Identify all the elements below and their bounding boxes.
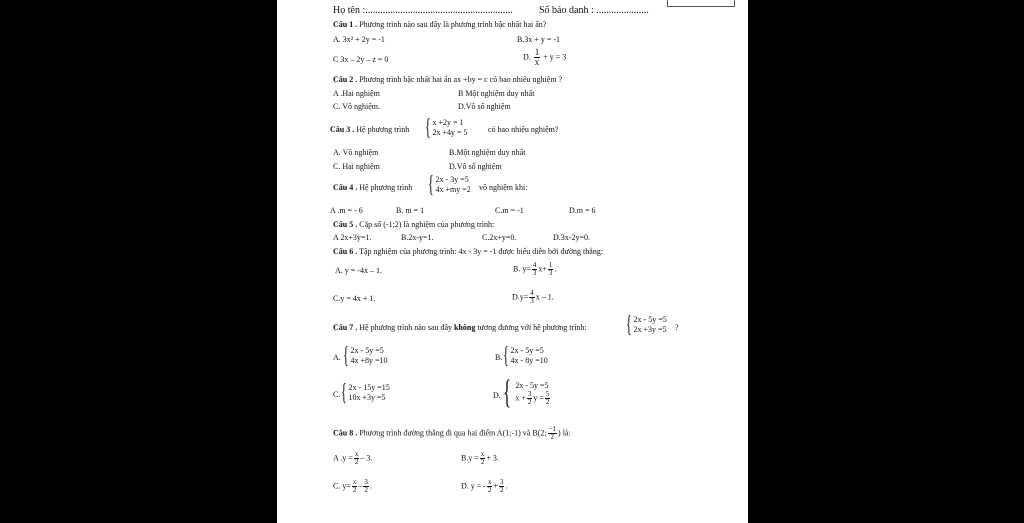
q6-b-n2: 1 xyxy=(548,261,553,269)
brace-icon: { xyxy=(343,343,349,369)
q1-d-prefix: D. xyxy=(523,52,531,62)
question-3 xyxy=(330,125,409,135)
question-4 xyxy=(333,183,412,193)
q8-d-prefix: D. y = - xyxy=(461,481,486,491)
q5-option-c: C.2x+y=0. xyxy=(482,233,517,242)
q8-c-prefix: C. y= xyxy=(333,481,351,491)
q6-b-d1: 3 xyxy=(532,269,537,277)
q8-b-num: −1 xyxy=(548,425,557,433)
question-7 xyxy=(333,323,587,333)
q8-c-mid: – xyxy=(358,481,363,491)
question-3-text: Hệ phương trình xyxy=(354,125,410,134)
q1-d-suffix: + y = 3 xyxy=(541,52,567,62)
q3-option-b: B.Một nghiệm duy nhất xyxy=(449,148,526,157)
q8-option-d xyxy=(461,479,507,494)
q5-option-b: B.2x-y=1. xyxy=(401,233,434,242)
q7-a-eq1: 2x - 5y =5 xyxy=(350,346,384,355)
q6-b-suffix: . xyxy=(554,264,557,274)
q3-system xyxy=(425,117,468,139)
q7-a-eq2: 4x +8y =10 xyxy=(350,356,388,365)
id-label: Số báo danh : ..................... xyxy=(539,5,649,16)
q8-d-n1: x xyxy=(487,478,492,486)
question-2-title: Câu 2 . xyxy=(333,75,358,84)
q7-d-eq2-b: y = xyxy=(533,392,544,402)
q6-b-n1: 4 xyxy=(532,261,537,269)
question-2 xyxy=(333,75,562,85)
q6-d-d: 3 xyxy=(530,297,534,305)
q8-b-d: 2 xyxy=(480,458,485,466)
brace-icon: { xyxy=(341,380,347,406)
q8-a-suffix: – 3. xyxy=(360,453,373,463)
q2-option-b: B Một nghiệm duy nhất xyxy=(458,89,535,98)
q6-option-d xyxy=(512,290,554,305)
q1-d-fraction xyxy=(534,48,541,67)
q7-b-eq2: 4x - 8y =10 xyxy=(510,356,548,365)
question-5-title: Câu 5 . xyxy=(333,220,358,229)
question-8-title: Câu 8 . xyxy=(333,428,358,438)
q7-option-a xyxy=(343,345,388,367)
q6-b-prefix: B. y= xyxy=(513,264,531,274)
question-1 xyxy=(333,20,546,30)
q7-ref-tail: ? xyxy=(675,323,679,332)
question-4-text: Hệ phương trình xyxy=(357,183,413,192)
q7-d-eq2-a: x + xyxy=(515,392,526,402)
q8-d-d2: 2 xyxy=(499,486,504,494)
q8-a-prefix: A .y = xyxy=(333,453,353,463)
q6-b-d2: 3 xyxy=(548,269,553,277)
q2-option-d: D.Vô số nghiệm xyxy=(458,102,511,111)
q8-b-prefix: B.y = xyxy=(461,453,479,463)
question-5 xyxy=(333,220,494,230)
q8-option-a xyxy=(333,451,372,466)
q7-c-eq1: 2x - 15y =15 xyxy=(348,383,390,392)
q4-option-d: D.m = 6 xyxy=(569,206,596,215)
q7-c-label: C. xyxy=(333,390,341,399)
q3-eq2: 2x +4y = 5 xyxy=(432,128,468,137)
q3-eq1: x +2y = 1 xyxy=(432,118,464,127)
q7-d-eq2 xyxy=(515,391,551,406)
q4-system xyxy=(428,174,471,196)
question-5-text: Cặp số (-1;2) là nghiệm của phương trình: xyxy=(357,220,495,229)
q7-b-label: B. xyxy=(495,353,503,362)
q3-option-d: D.Vô số nghiệm xyxy=(449,162,502,171)
exam-page xyxy=(277,0,748,523)
brace-icon: { xyxy=(626,312,632,338)
q1-d-num: 1 xyxy=(534,47,540,57)
q7-option-d xyxy=(503,374,551,411)
q6-option-a: A. y = -4x – 1. xyxy=(335,266,382,275)
q3-tail: có bao nhiêu nghiệm? xyxy=(488,125,559,134)
question-2-text: Phương trình bậc nhất hai ẩn ax +by = c có bao nhiêu nghiệm ? xyxy=(357,75,563,84)
q7-ref-eq1: 2x - 5y =5 xyxy=(633,315,667,324)
q7-d-eq1: 2x - 5y =5 xyxy=(515,380,549,390)
q2-option-c: C. Vô nghiệm. xyxy=(333,102,380,111)
q7-c-eq2: 10x +3y =5 xyxy=(348,393,386,402)
q4-eq2: 4x +my =2 xyxy=(435,185,471,194)
q8-c-d1: 2 xyxy=(352,486,357,494)
q8-b-n: x xyxy=(480,450,485,458)
q8-c-n1: x xyxy=(352,478,357,486)
q4-option-c: C.m = -1 xyxy=(495,206,524,215)
q7-d-d1: 2 xyxy=(527,397,532,406)
q1-option-d xyxy=(523,48,566,67)
brace-icon: { xyxy=(425,115,431,141)
q3-option-c: C. Hai nghiệm xyxy=(333,162,380,171)
q1-d-den: x xyxy=(534,57,540,67)
brace-icon: { xyxy=(503,343,509,369)
q5-option-a: A 2x+3y=1. xyxy=(333,233,372,242)
q8-a-n: x xyxy=(354,450,359,458)
question-7-text-post: tương đương với hệ phương trình: xyxy=(475,323,587,332)
q6-b-mid: x+ xyxy=(538,264,547,274)
q8-d-mid: + xyxy=(493,481,498,491)
q6-option-b xyxy=(513,262,556,277)
question-7-title: Câu 7 . xyxy=(333,323,358,332)
question-4-title: Câu 4 . xyxy=(333,183,358,192)
q8-b-den: 2 xyxy=(550,433,555,441)
q8-b-suffix: + 3. xyxy=(486,453,499,463)
q3-option-a: A. Vô nghiệm xyxy=(333,148,379,157)
q8-option-c xyxy=(333,479,372,494)
q7-d-d2: 2 xyxy=(545,397,550,406)
brace-icon: { xyxy=(428,172,434,198)
q8-option-b xyxy=(461,451,499,466)
question-6 xyxy=(333,247,603,257)
q7-option-c xyxy=(341,382,390,404)
q7-a-label: A. xyxy=(333,353,341,362)
q6-option-c: C.y = 4x + 1. xyxy=(333,294,376,303)
question-6-text: Tập nghiệm của phương trình: 4x - 3y = -1 được biểu diễn bởi đường thẳng: xyxy=(357,247,604,256)
question-8-text: Phương trình đường thẳng đi qua hai điểm A(1;-1) và B(2; xyxy=(357,428,547,438)
q8-c-d2: 2 xyxy=(364,486,368,494)
q4-eq1: 2x - 3y =5 xyxy=(435,175,469,184)
q7-d-n1: 3 xyxy=(527,389,532,398)
q6-d-suffix: x – 1. xyxy=(535,292,554,302)
q7-b-eq1: 2x - 5y =5 xyxy=(510,346,544,355)
q8-a-d: 2 xyxy=(354,458,359,466)
question-7-text-pre: Hệ phương trình nào sau đây xyxy=(357,323,455,332)
q2-option-a: A .Hai nghiệm xyxy=(333,89,380,98)
q7-d-label: D. xyxy=(493,391,501,400)
name-label: Họ tên :........................................................... xyxy=(333,5,513,16)
question-1-text: Phương trình nào sau đây là phương trình bậc nhất hai ẩn? xyxy=(357,20,547,29)
q8-d-d1: 2 xyxy=(487,486,492,494)
q7-d-n2: 5 xyxy=(545,389,550,398)
q4-option-a: A .m = - 6 xyxy=(330,206,363,215)
question-8-text-tail: ) là: xyxy=(558,428,571,438)
q8-c-n2: 3 xyxy=(364,478,368,486)
q8-d-suffix: . xyxy=(505,481,508,491)
q6-d-n: 4 xyxy=(530,289,534,297)
question-1-title: Câu 1 . xyxy=(333,20,358,29)
q1-option-a: A. 3x² + 2y = -1 xyxy=(333,35,385,44)
q7-ref-system xyxy=(626,314,667,336)
question-7-text-bold: không xyxy=(454,323,476,332)
q8-d-n2: 3 xyxy=(499,478,504,486)
question-8 xyxy=(333,426,571,441)
q6-d-prefix: D.y= xyxy=(512,292,529,302)
q7-ref-eq2: 2x +3y =5 xyxy=(633,325,667,334)
q8-c-suffix: . xyxy=(369,481,372,491)
q7-option-b xyxy=(503,345,548,367)
q4-tail: vô nghiệm khi: xyxy=(479,183,528,192)
brace-icon: { xyxy=(503,374,512,411)
q4-option-b: B. m = 1 xyxy=(396,206,425,215)
question-3-title: Câu 3 . xyxy=(330,125,355,134)
question-6-title: Câu 6 . xyxy=(333,247,358,256)
header-box xyxy=(667,0,735,7)
q5-option-d: D.3x-2y=0. xyxy=(553,233,590,242)
q1-option-b: B.3x + y = -1 xyxy=(517,35,561,44)
q1-option-c: C 3x – 2y – z = 0 xyxy=(333,55,389,64)
